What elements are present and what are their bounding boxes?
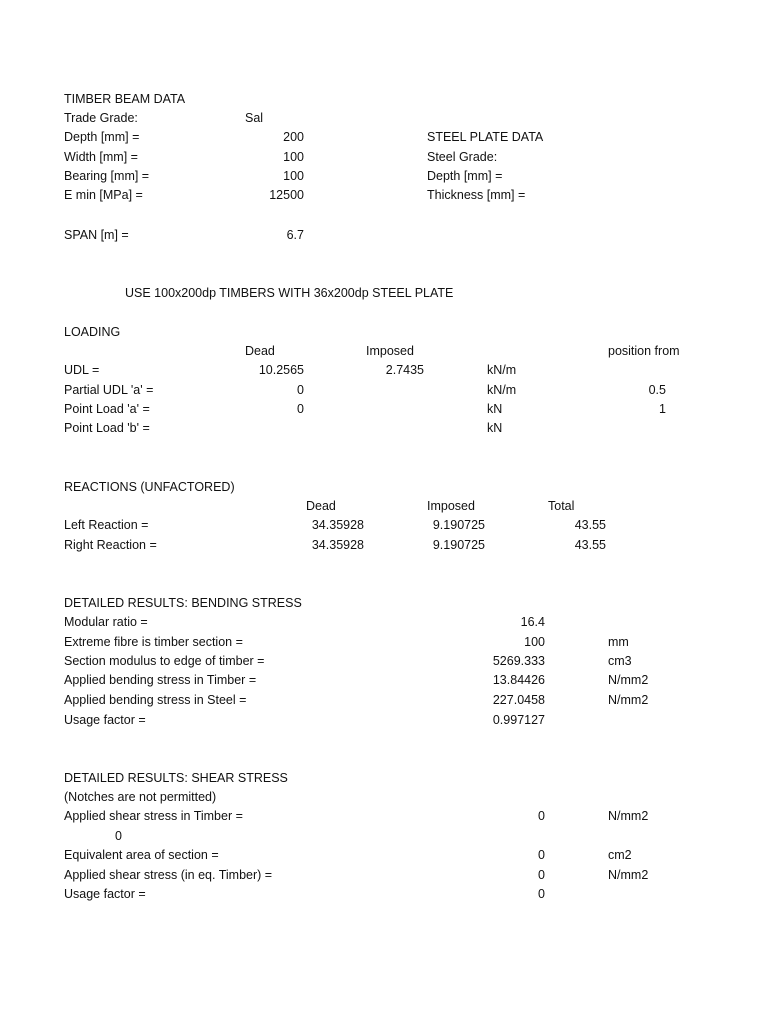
bending-timber-label: Applied bending stress in Timber =: [64, 673, 257, 687]
loading-col-position: position from: [608, 344, 680, 358]
section-modulus-label: Section modulus to edge of timber =: [64, 654, 265, 668]
left-reaction-imposed: 9.190725: [432, 518, 485, 532]
section-modulus-value: 5269.333: [492, 654, 545, 668]
left-reaction-dead: 34.35928: [311, 518, 364, 532]
bending-usage-label: Usage factor =: [64, 713, 146, 727]
section-modulus-unit: cm3: [608, 654, 632, 668]
reactions-col-total: Total: [548, 499, 575, 513]
partial-udl-position: 0.5: [648, 383, 666, 397]
partial-udl-label: Partial UDL 'a' =: [64, 383, 154, 397]
udl-unit: kN/m: [487, 363, 517, 377]
left-reaction-total: 43.55: [574, 518, 606, 532]
span-label: SPAN [m] =: [64, 228, 129, 242]
bending-timber-unit: N/mm2: [608, 673, 649, 687]
steel-plate-heading: STEEL PLATE DATA: [427, 130, 544, 144]
right-reaction-total: 43.55: [574, 538, 606, 552]
shear-extra-value: 0: [115, 829, 122, 843]
emin-value: 12500: [269, 188, 304, 202]
extreme-fibre-value: 100: [524, 635, 545, 649]
udl-imposed: 2.7435: [385, 363, 424, 377]
shear-heading: DETAILED RESULTS: SHEAR STRESS: [64, 771, 288, 785]
shear-timber-value: 0: [538, 809, 545, 823]
timber-depth-value: 200: [283, 130, 304, 144]
reactions-heading: REACTIONS (UNFACTORED): [64, 480, 235, 494]
point-load-b-unit: kN: [487, 421, 503, 435]
timber-beam-heading: TIMBER BEAM DATA: [64, 92, 186, 106]
bearing-label: Bearing [mm] =: [64, 169, 150, 183]
partial-udl-dead: 0: [297, 383, 304, 397]
recommendation-text: USE 100x200dp TIMBERS WITH 36x200dp STEEL PLATE: [125, 286, 454, 300]
bending-heading: DETAILED RESULTS: BENDING STRESS: [64, 596, 302, 610]
shear-usage-label: Usage factor =: [64, 887, 146, 901]
span-value: 6.7: [286, 228, 304, 242]
loading-col-dead: Dead: [245, 344, 275, 358]
shear-note: (Notches are not permitted): [64, 790, 217, 804]
bending-timber-value: 13.84426: [492, 673, 545, 687]
shear-timber-unit: N/mm2: [608, 809, 649, 823]
modular-ratio-label: Modular ratio =: [64, 615, 148, 629]
shear-usage-value: 0: [538, 887, 545, 901]
trade-grade-label: Trade Grade:: [64, 111, 138, 125]
equivalent-area-unit: cm2: [608, 848, 632, 862]
bending-steel-unit: N/mm2: [608, 693, 649, 707]
right-reaction-label: Right Reaction =: [64, 538, 157, 552]
timber-width-value: 100: [283, 150, 304, 164]
udl-dead: 10.2565: [258, 363, 304, 377]
shear-eq-label: Applied shear stress (in eq. Timber) =: [64, 868, 273, 882]
point-load-a-unit: kN: [487, 402, 503, 416]
reactions-col-dead: Dead: [306, 499, 336, 513]
timber-depth-label: Depth [mm] =: [64, 130, 140, 144]
shear-eq-unit: N/mm2: [608, 868, 649, 882]
equivalent-area-label: Equivalent area of section =: [64, 848, 219, 862]
timber-width-label: Width [mm] =: [64, 150, 138, 164]
extreme-fibre-unit: mm: [608, 635, 629, 649]
extreme-fibre-label: Extreme fibre is timber section =: [64, 635, 243, 649]
bending-steel-value: 227.0458: [492, 693, 545, 707]
steel-depth-label: Depth [mm] =: [427, 169, 503, 183]
udl-label: UDL =: [64, 363, 100, 377]
right-reaction-imposed: 9.190725: [432, 538, 485, 552]
steel-thickness-label: Thickness [mm] =: [427, 188, 526, 202]
point-load-a-dead: 0: [297, 402, 304, 416]
point-load-a-label: Point Load 'a' =: [64, 402, 150, 416]
bending-usage-value: 0.997127: [492, 713, 545, 727]
loading-col-imposed: Imposed: [366, 344, 414, 358]
shear-eq-value: 0: [538, 868, 545, 882]
shear-timber-label: Applied shear stress in Timber =: [64, 809, 243, 823]
trade-grade-value: Sal: [245, 111, 264, 125]
bearing-value: 100: [283, 169, 304, 183]
right-reaction-dead: 34.35928: [311, 538, 364, 552]
steel-grade-label: Steel Grade:: [427, 150, 498, 164]
bending-steel-label: Applied bending stress in Steel =: [64, 693, 247, 707]
equivalent-area-value: 0: [538, 848, 545, 862]
left-reaction-label: Left Reaction =: [64, 518, 149, 532]
modular-ratio-value: 16.4: [520, 615, 545, 629]
loading-heading: LOADING: [64, 325, 121, 339]
emin-label: E min [MPa] =: [64, 188, 143, 202]
partial-udl-unit: kN/m: [487, 383, 517, 397]
point-load-b-label: Point Load 'b' =: [64, 421, 150, 435]
reactions-col-imposed: Imposed: [427, 499, 475, 513]
point-load-a-position: 1: [659, 402, 666, 416]
